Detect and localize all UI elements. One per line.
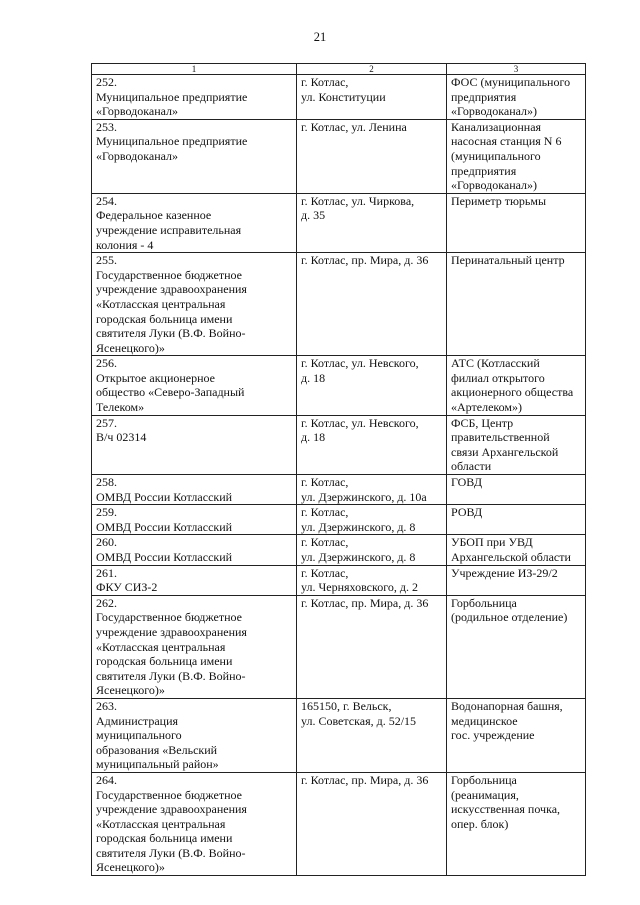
table-row (92, 772, 586, 875)
address-line: г. Котлас, (301, 475, 349, 490)
address-line: ул. Дзержинского, д. 10а (301, 489, 427, 504)
address-cell (297, 75, 447, 120)
row-number: 253. (96, 119, 117, 134)
object-line: Горбольница (451, 595, 517, 610)
table-row (92, 356, 586, 415)
address-line: д. 35 (301, 208, 326, 223)
organization-line: муниципального (96, 728, 182, 743)
object-cell (447, 535, 586, 565)
organization-cell (92, 772, 297, 875)
address-line: ул. Черняховского, д. 2 (301, 580, 418, 595)
address-cell (297, 595, 447, 698)
address-cell (297, 565, 447, 595)
organization-line: «Котласская центральная (96, 296, 226, 311)
object-line: РОВД (451, 505, 483, 520)
address-line: г. Котлас, (301, 565, 349, 580)
object-line: Учреждение ИЗ-29/2 (451, 565, 558, 580)
address-cell (297, 415, 447, 474)
organization-name (96, 208, 264, 252)
organization-name (96, 268, 264, 356)
object-line: АТС (Котласский (451, 356, 540, 371)
address-cell (297, 193, 447, 252)
organization-line: Государственное бюджетное (96, 267, 242, 282)
table-row (92, 475, 586, 505)
organization-line: Муниципальное предприятие (96, 134, 248, 149)
organization-line: «Горводоканал» (96, 148, 179, 163)
organization-cell (92, 119, 297, 193)
organization-cell (92, 475, 297, 505)
organization-line: муниципальный район» (96, 757, 219, 772)
object-line: акционерного общества (451, 385, 574, 400)
address-line: г. Котлас, (301, 75, 349, 89)
object-line: (реанимация, (451, 787, 519, 802)
organization-name (96, 580, 264, 595)
table-row (92, 565, 586, 595)
organization-line: учреждение здравоохранения (96, 282, 247, 297)
address-line: г. Котлас, ул. Чиркова, (301, 193, 415, 208)
organization-cell (92, 505, 297, 535)
organization-line: учреждение здравоохранения (96, 802, 247, 817)
organization-name (96, 430, 264, 445)
address-line: г. Котлас, ул. Ленина (301, 119, 407, 134)
object-line: ФСБ, Центр (451, 415, 514, 430)
organization-cell (92, 415, 297, 474)
organization-line: святителя Луки (В.Ф. Войно- (96, 845, 246, 860)
object-line: Водонапорная башня, (451, 698, 563, 713)
row-number: 256. (96, 356, 117, 371)
object-cell (447, 193, 586, 252)
address-line: ул. Дзержинского, д. 8 (301, 550, 416, 564)
row-number: 259. (96, 505, 117, 520)
table-row (92, 193, 586, 252)
organization-line: Государственное бюджетное (96, 787, 242, 802)
organization-line: Ясенецкого)» (96, 683, 165, 698)
header-col-1: 1 (92, 64, 297, 75)
organization-line: Федеральное казенное (96, 208, 212, 223)
address-line: ул. Конституции (301, 89, 386, 104)
organization-line: ФКУ СИЗ-2 (96, 580, 158, 595)
row-number: 255. (96, 253, 117, 268)
table-header-row (92, 64, 586, 75)
address-line: г. Котлас, пр. Мира, д. 36 (301, 772, 429, 787)
object-line: Горбольница (451, 772, 517, 787)
object-line: насосная станция N 6 (451, 134, 562, 149)
address-line: г. Котлас, пр. Мира, д. 36 (301, 253, 429, 268)
address-line: ул. Советская, д. 52/15 (301, 713, 417, 728)
table-row (92, 505, 586, 535)
organization-line: ОМВД России Котласский (96, 519, 233, 534)
organization-line: Государственное бюджетное (96, 610, 242, 625)
organization-name (96, 490, 264, 505)
organization-line: Муниципальное предприятие (96, 89, 248, 104)
object-line: правительственной (451, 430, 550, 445)
address-cell (297, 119, 447, 193)
organization-cell (92, 356, 297, 415)
organization-name (96, 610, 264, 698)
organization-cell (92, 698, 297, 772)
organization-cell (92, 565, 297, 595)
row-number: 261. (96, 565, 117, 580)
object-line: Канализационная (451, 119, 542, 134)
table-row (92, 595, 586, 698)
organization-line: «Горводоканал» (96, 104, 179, 119)
object-line: медицинское (451, 713, 518, 728)
organization-line: Ясенецкого)» (96, 340, 165, 355)
organization-line: ОМВД России Котласский (96, 550, 233, 564)
object-line: (родильное отделение) (451, 610, 568, 625)
object-line: УБОП при УВД (451, 535, 533, 550)
object-cell (447, 119, 586, 193)
object-line: ФОС (муниципального (451, 75, 571, 89)
organization-line: Телеком» (96, 400, 145, 415)
address-line: г. Котлас, пр. Мира, д. 36 (301, 595, 429, 610)
object-line: Архангельской области (451, 550, 571, 564)
address-line: г. Котлас, (301, 505, 349, 520)
organization-name (96, 371, 264, 415)
organization-cell (92, 535, 297, 565)
object-line: «Артелеком») (451, 400, 522, 415)
object-line: ГОВД (451, 475, 483, 490)
organization-line: святителя Луки (В.Ф. Войно- (96, 326, 246, 341)
row-number: 257. (96, 415, 117, 430)
object-cell (447, 698, 586, 772)
address-line: 165150, г. Вельск, (301, 698, 392, 713)
object-line: Перинатальный центр (451, 253, 565, 268)
object-cell (447, 253, 586, 356)
organization-cell (92, 75, 297, 120)
object-cell (447, 356, 586, 415)
row-number: 260. (96, 535, 117, 550)
organization-line: общество «Северо-Западный (96, 385, 245, 400)
table-row (92, 415, 586, 474)
organization-name (96, 520, 264, 535)
organization-cell (92, 595, 297, 698)
row-number: 254. (96, 193, 117, 208)
object-line: области (451, 459, 492, 474)
organization-line: Администрация (96, 713, 179, 728)
table-row (92, 698, 586, 772)
row-number: 263. (96, 698, 117, 713)
organization-line: образования «Вельский (96, 742, 218, 757)
organization-line: колония - 4 (96, 237, 154, 252)
header-col-2: 2 (297, 64, 447, 75)
object-cell (447, 475, 586, 505)
table-row (92, 119, 586, 193)
organization-cell (92, 253, 297, 356)
address-cell (297, 698, 447, 772)
address-cell (297, 772, 447, 875)
table-row (92, 535, 586, 565)
organization-line: ОМВД России Котласский (96, 489, 233, 504)
organization-line: городская больница имени (96, 311, 233, 326)
address-line: г. Котлас, ул. Невского, (301, 415, 419, 430)
object-cell (447, 75, 586, 120)
organization-line: святителя Луки (В.Ф. Войно- (96, 668, 246, 683)
organization-line: В/ч 02314 (96, 430, 147, 445)
row-number: 252. (96, 75, 117, 89)
object-line: связи Архангельской (451, 444, 559, 459)
row-number: 262. (96, 595, 117, 610)
address-cell (297, 475, 447, 505)
object-cell (447, 595, 586, 698)
object-line: предприятия (451, 89, 517, 104)
organization-name (96, 134, 264, 163)
address-cell (297, 505, 447, 535)
page-number: 21 (313, 30, 327, 44)
object-cell (447, 772, 586, 875)
object-line: гос. учреждение (451, 728, 535, 743)
address-cell (297, 356, 447, 415)
organization-line: городская больница имени (96, 654, 233, 669)
object-cell (447, 415, 586, 474)
object-line: (муниципального (451, 148, 541, 163)
object-line: Периметр тюрьмы (451, 193, 547, 208)
object-line: «Горводоканал») (451, 178, 538, 193)
address-line: г. Котлас, ул. Невского, (301, 356, 419, 371)
address-line: ул. Дзержинского, д. 8 (301, 519, 416, 534)
address-line: д. 18 (301, 370, 326, 385)
organization-line: Открытое акционерное (96, 370, 216, 385)
row-number: 258. (96, 475, 117, 490)
row-number: 264. (96, 772, 117, 787)
address-cell (297, 535, 447, 565)
object-line: искусственная почка, (451, 802, 561, 817)
organization-cell (92, 193, 297, 252)
object-line: предприятия (451, 163, 517, 178)
organization-line: «Котласская центральная (96, 639, 226, 654)
organization-line: учреждение здравоохранения (96, 624, 247, 639)
address-line: д. 18 (301, 430, 326, 445)
organization-name (96, 714, 264, 772)
object-line: филиал открытого (451, 370, 545, 385)
organization-name (96, 550, 264, 565)
table-body (92, 75, 586, 876)
object-line: опер. блок) (451, 816, 509, 831)
facilities-table (91, 63, 586, 876)
address-line: г. Котлас, (301, 535, 349, 550)
organization-line: «Котласская центральная (96, 816, 226, 831)
organization-name (96, 90, 264, 119)
organization-line: Ясенецкого)» (96, 860, 165, 875)
organization-line: городская больница имени (96, 831, 233, 846)
address-cell (297, 253, 447, 356)
table-row (92, 75, 586, 120)
organization-line: учреждение исправительная (96, 222, 242, 237)
object-cell (447, 565, 586, 595)
organization-name (96, 788, 264, 876)
table-row (92, 253, 586, 356)
header-col-3: 3 (447, 64, 586, 75)
object-line: «Горводоканал») (451, 104, 538, 119)
object-cell (447, 505, 586, 535)
